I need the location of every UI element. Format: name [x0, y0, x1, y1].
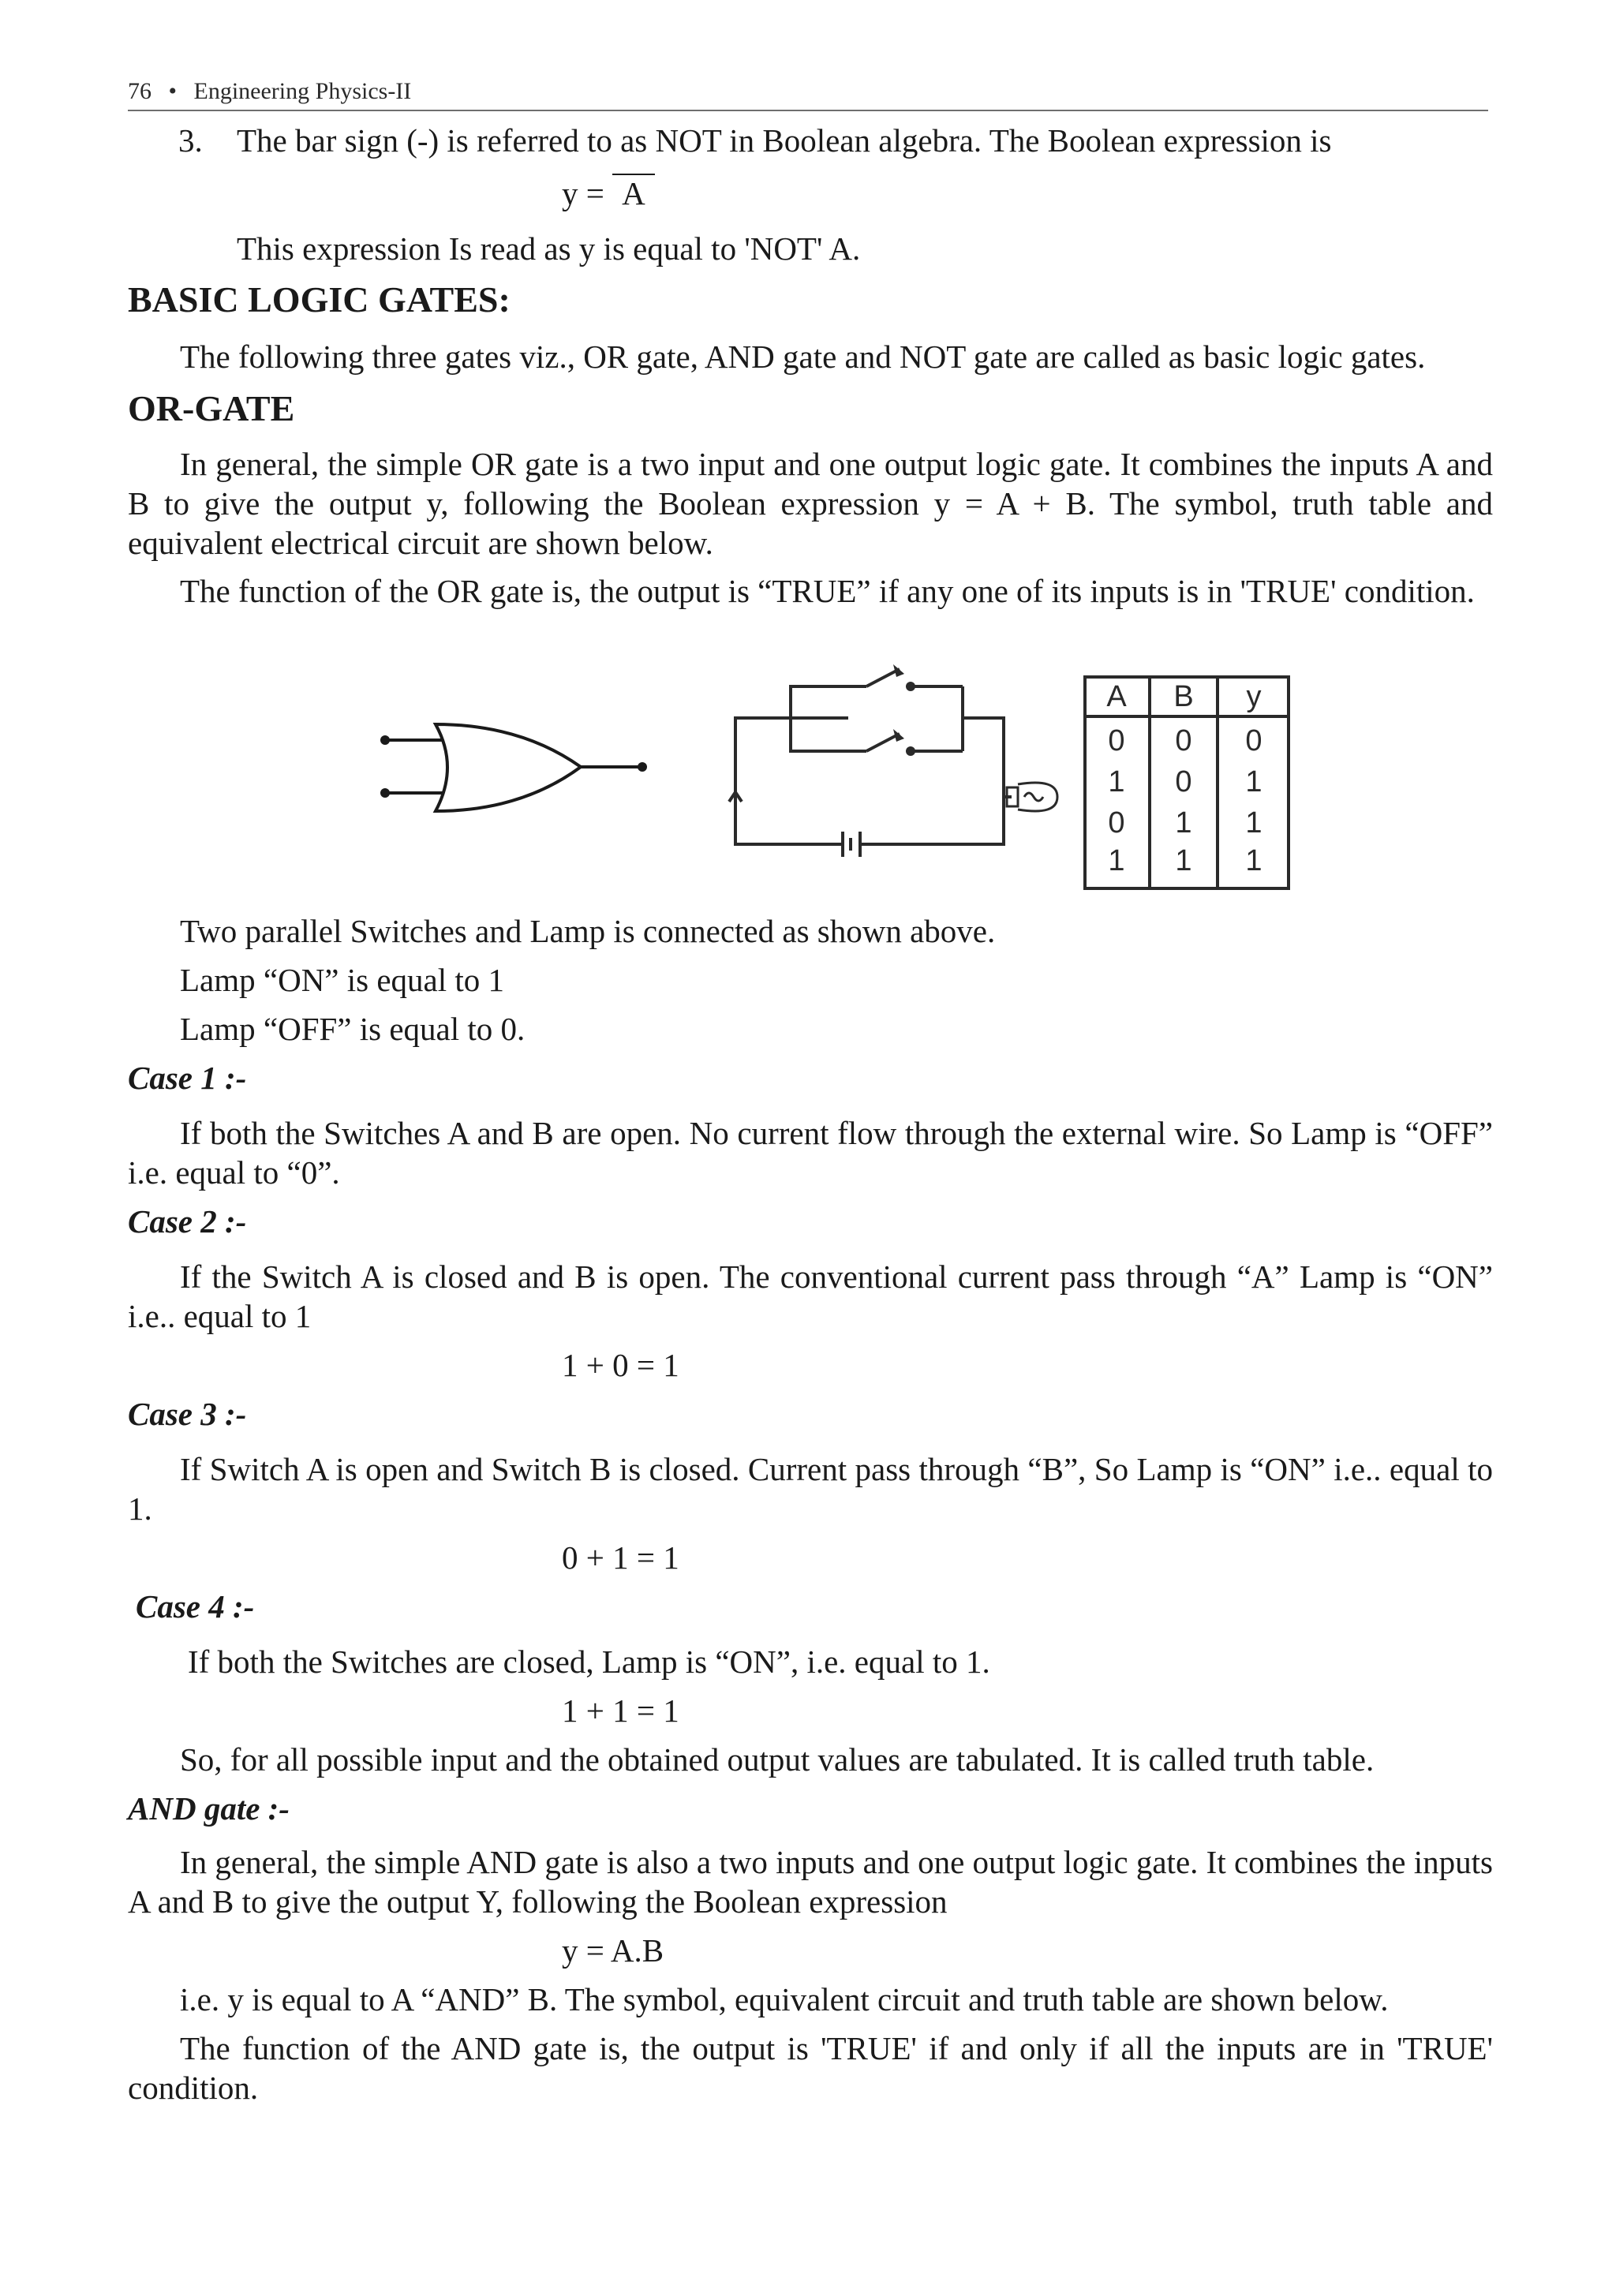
table-row: [1083, 805, 1290, 843]
truth-cell: 0: [1108, 806, 1125, 839]
list-item-number: 3.: [178, 122, 203, 159]
case-4-text: If both the Switches are closed, Lamp is “ON”, i.e. equal to 1.: [188, 1643, 990, 1680]
truth-cell: 1: [1245, 765, 1262, 798]
or-gate-paragraph-2: The function of the OR gate is, the output is “TRUE” if any one of its inputs is in 'TRUE' condition.: [180, 573, 1475, 609]
case-3-text: If Switch A is open and Switch B is closed. Current pass through “B”, So Lamp is “ON” i.e.. equal to 1.: [128, 1451, 1493, 1527]
case-1-title: Case 1 :-: [128, 1060, 247, 1096]
table-row: [1083, 843, 1290, 881]
not-reading: This expression Is read as y is equal to 'NOT' A.: [237, 230, 861, 267]
truth-table-summary: So, for all possible input and the obtained output values are tabulated. It is called truth table.: [180, 1741, 1375, 1778]
or-note-1: Two parallel Switches and Lamp is connected as shown above.: [180, 913, 996, 949]
or-gate-paragraph-1: In general, the simple OR gate is a two input and one output logic gate. It combines the inputs A and B to give the output y, following the Boolean expression y = A + B. The symbol, truth table and equivalent electrical circuit are shown below.: [128, 446, 1493, 561]
not-item-text: The bar sign (-) is referred to as NOT in Boolean algebra. The Boolean expression is: [237, 122, 1332, 159]
truth-cell: 1: [1175, 844, 1192, 877]
heading-basic-logic-gates: BASIC LOGIC GATES:: [128, 279, 511, 320]
case-4-title: Case 4 :-: [136, 1588, 255, 1625]
truth-cell: 0: [1245, 724, 1262, 757]
equation-lhs: y =: [562, 175, 604, 211]
and-gate-equation: y = A.B: [562, 1932, 664, 1969]
truth-cell: 1: [1245, 844, 1262, 877]
case-2-title: Case 2 :-: [128, 1203, 247, 1240]
or-note-2: Lamp “ON” is equal to 1: [180, 962, 505, 998]
table-row: [1083, 764, 1290, 805]
and-gate-paragraph-2: i.e. y is equal to A “AND” B. The symbol, equivalent circuit and truth table are shown below.: [180, 1981, 1389, 2017]
and-gate-paragraph-3: The function of the AND gate is, the output is 'TRUE' if and only if all the inputs are in 'TRUE' condition.: [128, 2030, 1493, 2106]
case-3-equation: 0 + 1 = 1: [562, 1539, 679, 1576]
running-header: [128, 76, 411, 107]
heading-or-gate: OR-GATE: [128, 388, 295, 428]
or-gate-symbol: [371, 710, 655, 828]
truth-header-b: B: [1173, 680, 1194, 713]
header-separator: •: [168, 78, 178, 104]
truth-header-y: y: [1246, 680, 1262, 713]
page-number: 76: [128, 78, 152, 104]
case-2-equation: 1 + 0 = 1: [562, 1347, 679, 1383]
truth-cell: 0: [1175, 724, 1192, 757]
truth-cell: 1: [1245, 806, 1262, 839]
header-rule: [128, 110, 1488, 111]
or-equivalent-circuit: [726, 652, 1065, 857]
and-gate-paragraph-1: In general, the simple AND gate is also a two inputs and one output logic gate. It combines the inputs A and B to give the output Y, following the Boolean expression: [128, 1844, 1493, 1920]
case-1-text: If both the Switches A and B are open. No current flow through the external wire. So Lamp is “OFF” i.e. equal to “0”.: [128, 1115, 1493, 1191]
not-equation: [562, 174, 655, 213]
book-title: Engineering Physics-II: [193, 78, 412, 104]
equation-not-a: A: [612, 174, 655, 211]
case-4-equation: 1 + 1 = 1: [562, 1692, 679, 1729]
table-row: [1083, 723, 1290, 764]
truth-cell: 1: [1175, 806, 1192, 839]
truth-header-a: A: [1106, 680, 1127, 713]
truth-cell: 0: [1108, 724, 1125, 757]
truth-cell: 1: [1108, 844, 1125, 877]
case-3-title: Case 3 :-: [128, 1396, 247, 1432]
or-note-3: Lamp “OFF” is equal to 0.: [180, 1011, 526, 1047]
heading-and-gate: AND gate :-: [128, 1790, 290, 1827]
case-2-text: If the Switch A is closed and B is open. The conventional current pass through “A” Lamp is “ON” i.e.. equal to 1: [128, 1258, 1493, 1334]
truth-cell: 1: [1108, 765, 1125, 798]
truth-cell: 0: [1175, 765, 1192, 798]
basic-gates-text: The following three gates viz., OR gate, AND gate and NOT gate are called as basic logic gates.: [180, 338, 1426, 375]
